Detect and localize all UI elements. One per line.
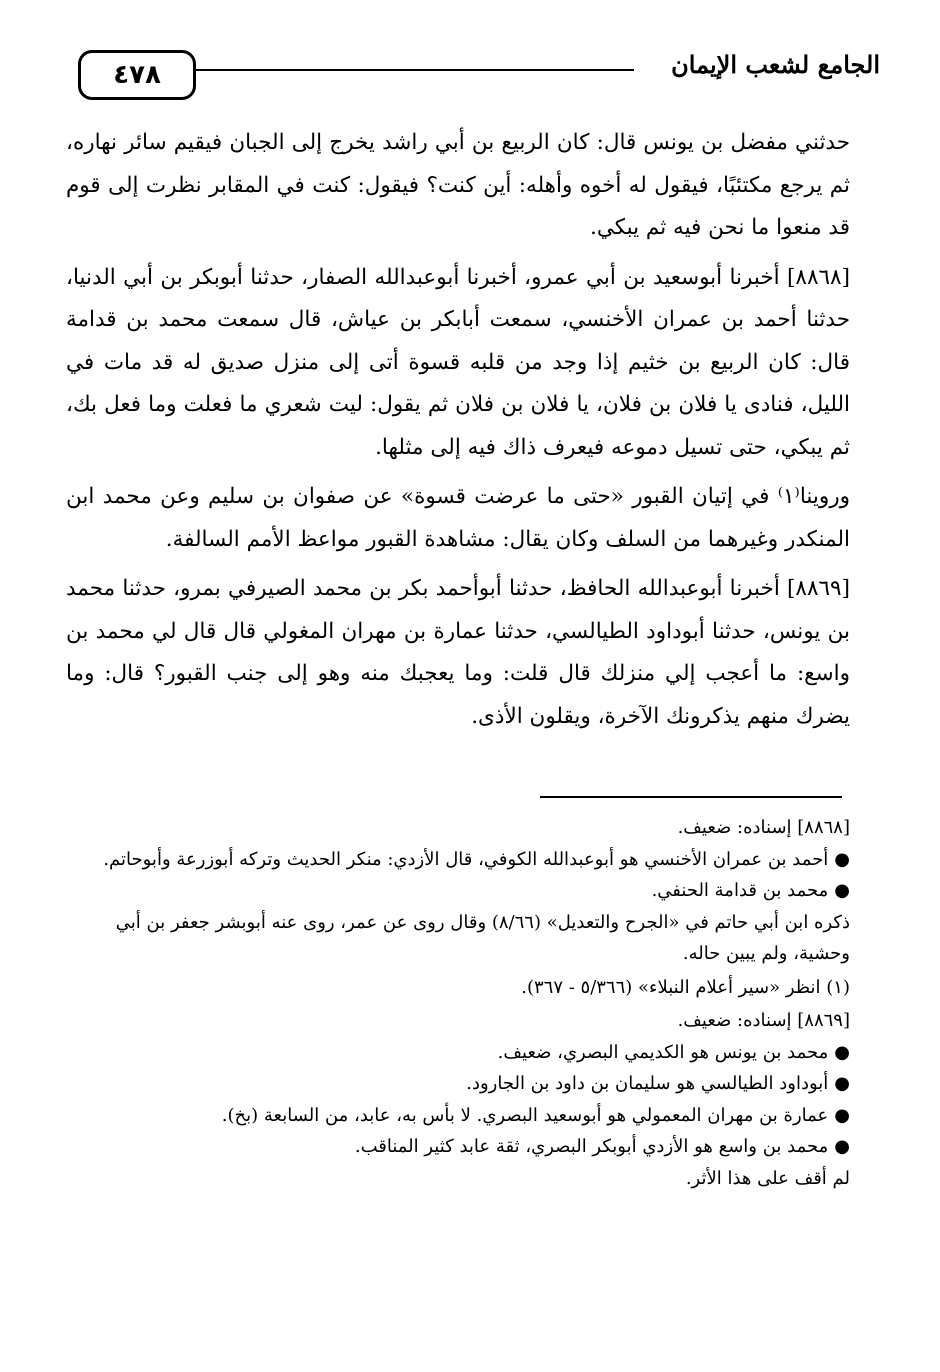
paragraph-1: حدثني مفضل بن يونس قال: كان الربيع بن أبي راشد يخرج إلى الجبان فيقيم سائر نهاره، ثم يرجع مكتئبًا، فيقول له أخوه وأهله: أين كنت؟ فيقول: كنت في المقابر نظرت إلى قوم قد منعوا ما نحن فيه ثم يبكي. bbox=[66, 130, 850, 240]
bullet-icon: ● bbox=[834, 1104, 850, 1126]
bullet-icon: ● bbox=[834, 1073, 850, 1094]
running-title: الجامع لشعب الإيمان bbox=[671, 50, 880, 79]
bullet-icon: ● bbox=[834, 848, 850, 870]
note-8868-bullet-2 bbox=[66, 875, 850, 907]
note-8868-heading: [٨٨٦٨] إسناده: ضعيف. bbox=[677, 817, 850, 838]
note-8868-bullet-1 bbox=[66, 844, 850, 876]
note-8869-bullet-1 bbox=[66, 1037, 850, 1069]
paragraph-hadith-8868: [٨٨٦٨] أخبرنا أبوسعيد بن أبي عمرو، أخبرنا أبوعبدالله الصفار، حدثنا أبوبكر بن أبي الدنيا، حدثنا أحمد بن عمران الأخنسي، سمعت أبابكر بن عياش، قال سمعت محمد بن قدامة قال: كان الربيع بن خثيم إذا وجد من قلبه قسوة أتى إلى منزل صديق له قد مات في الليل، فنادى يا فلان بن فلان، يا فلان بن فلان ثم يقول: ليت شعري ما فعلت وما فعل بك، ثم يبكي، حتى تسيل دموعه فيعرف ذاك فيه إلى مثلها. bbox=[66, 264, 850, 460]
bullet-icon: ● bbox=[834, 1041, 850, 1063]
footnote-divider bbox=[540, 796, 842, 798]
note-8869-end: لم أقف على هذا الأثر. bbox=[685, 1167, 850, 1189]
bullet-icon: ● bbox=[834, 880, 850, 901]
footnotes bbox=[66, 812, 850, 1194]
note-text: أحمد بن عمران الأخنسي هو أبوعبدالله الكوفي، قال الأزدي: منكر الحديث وتركه أبوزرعة وأبوحاتم. bbox=[103, 848, 829, 870]
page-number: ٤٧٨ bbox=[78, 50, 196, 100]
note-text: عمارة بن مهران المعمولي هو أبوسعيد البصري. لا بأس به، عابد، من السابعة (بخ). bbox=[221, 1104, 829, 1126]
note-8869-bullet-3 bbox=[66, 1100, 850, 1132]
page-header bbox=[50, 40, 880, 100]
main-text bbox=[66, 122, 850, 738]
note-text: أبوداود الطيالسي هو سليمان بن داود بن الجارود. bbox=[466, 1073, 829, 1094]
note-8868-text: ذكره ابن أبي حاتم في «الجرح والتعديل» (٨/٦٦) وقال روى عن عمر، روى عنه أبوبشر جعفر بن أبي وحشية، ولم يبين حاله. bbox=[115, 911, 850, 964]
note-text: محمد بن واسع هو الأزدي أبوبكر البصري، ثقة عابد كثير المناقب. bbox=[354, 1136, 829, 1157]
paragraph-3: وروينا⁽١⁾ في إتيان القبور «حتى ما عرضت قسوة» عن صفوان بن سليم وعن محمد ابن المنكدر وغيرهما من السلف وكان يقال: مشاهدة القبور مواعظ الأمم السالفة. bbox=[66, 484, 850, 552]
header-rule bbox=[195, 69, 634, 71]
note-text: محمد بن قدامة الحنفي. bbox=[651, 880, 829, 901]
note-8869-heading: [٨٨٦٩] إسناده: ضعيف. bbox=[677, 1010, 850, 1031]
paragraph-hadith-8869: [٨٨٦٩] أخبرنا أبوعبدالله الحافظ، حدثنا أبوأحمد بكر بن محمد الصيرفي بمرو، حدثنا محمد بن يونس، حدثنا أبوداود الطيالسي، حدثنا عمارة بن مهران المغولي قال قال لي محمد بن واسع: ما أعجب إلي منزلك قال قلت: وما يعجبك منه وهو إلى جنب القبور؟ قال: وما يضرك منهم يذكرونك الآخرة، ويقلون الأذى. bbox=[66, 576, 850, 729]
bullet-icon: ● bbox=[834, 1136, 850, 1157]
footnote-1: (١) انظر «سير أعلام النبلاء» (٥/٣٦٦ - ٣٦٧). bbox=[521, 976, 850, 998]
note-text: محمد بن يونس هو الكديمي البصري، ضعيف. bbox=[497, 1041, 829, 1063]
note-8869-bullet-4 bbox=[66, 1131, 850, 1163]
note-8869-bullet-2 bbox=[66, 1068, 850, 1100]
